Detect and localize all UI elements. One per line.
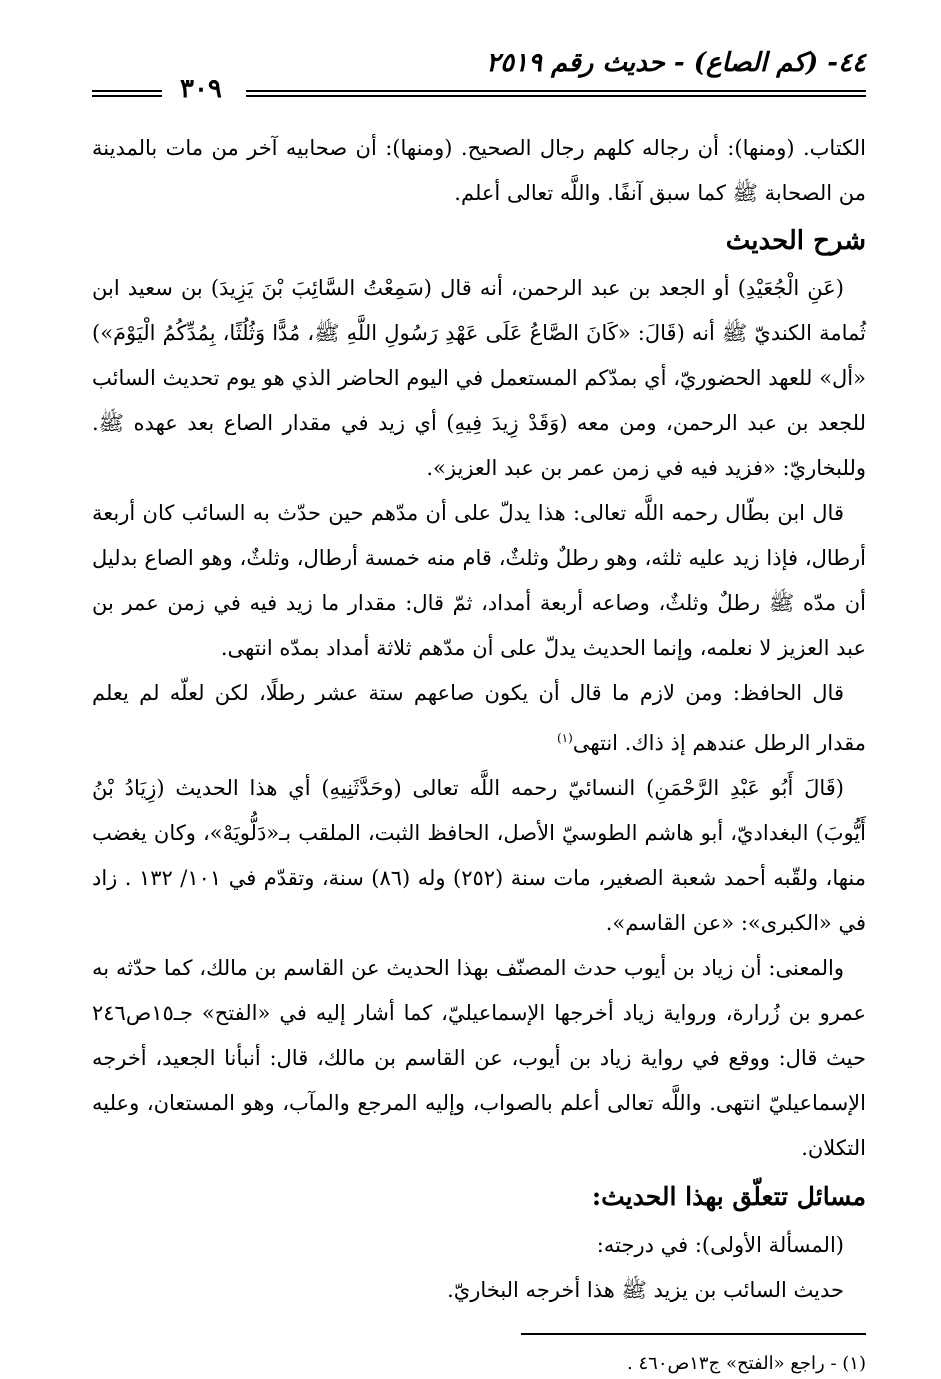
paragraph-5: (قَالَ أَبُو عَبْدِ الرَّحْمَنِ) النسائيّ رحمه اللَّه تعالى (وحَدَّثَنِيهِ) أي هذا الحديث (زِيَادُ بْنُ أَيُّوبَ) البغداديّ، أبو هاشم الطوسيّ الأصل، الحافظ الثبت، الملقب بـ«دَلُّويَهْ»، وكان يغضب منها، ولقّبه أحمد شعبة الصغير، مات سنة (٢٥٢) وله (٨٦) سنة، وتقدّم في ١٠١/ ١٣٢ . زاد في «الكبرى»: «عن القاسم».	[92, 776, 866, 935]
page-body	[92, 126, 866, 1313]
page-header	[92, 48, 866, 104]
page-number: ٣٠٩	[180, 74, 222, 104]
book-page	[92, 48, 866, 1374]
footnote-divider	[521, 1333, 866, 1335]
footnote: (١) - راجع «الفتح» ج١٣ص٤٦٠ .	[627, 1353, 866, 1374]
paragraph-3: قال ابن بطّال رحمه اللَّه تعالى: هذا يدلّ على أن مدّهم حين حدّث به السائب كان أربعة أرطال، فإذا زيد عليه ثلثه، وهو رطلٌ وثلثٌ، قام منه خمسة أرطال، وثلثٌ، وهو الصاع بدليل أن مدّه ﷺ رطلٌ وثلثٌ، وصاعه أربعة أمداد، ثمّ قال: مقدار ما زيد فيه في زمن عمر بن عبد العزيز لا نعلمه، وإنما الحديث يدلّ على أن مدّهم ثلاثة أمداد بمدّه انتهى.	[92, 501, 866, 660]
issue-1-text: حديث السائب بن يزيد ﷺ هذا أخرجه البخاريّ.	[447, 1278, 844, 1302]
issues-heading: مسائل تتعلّق بهذا الحديث:	[591, 1182, 866, 1211]
footnote-ref: (١)	[556, 731, 573, 745]
header-rule-right	[246, 90, 866, 100]
header-rule-left	[92, 90, 162, 100]
section-title: شرح الحديث	[725, 226, 866, 256]
paragraph-1: الكتاب. (ومنها): أن رجاله كلهم رجال الصحيح. (ومنها): أن صحابيه آخر من مات بالمدينة من الصحابة ﷺ كما سبق آنفًا. واللَّه تعالى أعلم.	[92, 136, 866, 205]
issue-1-heading: (المسألة الأولى): في درجته:	[596, 1233, 844, 1257]
chapter-title: ٤٤- (كم الصاع) - حديث رقم ٢٥١٩	[486, 48, 866, 78]
paragraph-4-text: قال الحافظ: ومن لازم ما قال أن يكون صاعهم ستة عشر رطلًا، لكن لعلّه لم يعلم مقدار الرطل عندهم إذ ذاك. انتهى	[92, 681, 866, 755]
paragraph-6: والمعنى: أن زياد بن أيوب حدث المصنّف بهذا الحديث عن القاسم بن مالك، كما حدّثه به عمرو بن زُرارة، ورواية زياد أخرجها الإسماعيليّ، كما أشار إليه في «الفتح» جـ١٥ص٢٤٦ حيث قال: ووقع في رواية زياد بن أيوب، عن القاسم بن مالك، قال: أنبأنا الجعيد، أخرجه الإسماعيليّ انتهى. واللَّه تعالى أعلم بالصواب، وإليه المرجع والمآب، وهو المستعان، وعليه التكلان.	[92, 956, 866, 1160]
paragraph-2: (عَنِ الْجُعَيْدِ) أو الجعد بن عبد الرحمن، أنه قال (سَمِعْتُ السَّائِبَ بْنَ يَزِيدَ) بن سعيد ابن ثُمامة الكنديّ ﷺ أنه (قَالَ: «كَانَ الصَّاعُ عَلَى عَهْدِ رَسُولِ اللَّهِ ﷺ، مُدًّا وَثُلُثًا، بِمُدِّكُمُ الْيَوْمَ») «أل» للعهد الحضوريّ، أي بمدّكم المستعمل في اليوم الحاضر الذي هو يوم تحديث السائب للجعد بن عبد الرحمن، ومن معه (وَقَدْ زِيدَ فِيهِ) أي زيد في مقدار الصاع بعد عهده ﷺ. وللبخاريّ: «فزيد فيه في زمن عمر بن عبد العزيز».	[92, 276, 866, 480]
paragraph-4	[92, 671, 866, 766]
